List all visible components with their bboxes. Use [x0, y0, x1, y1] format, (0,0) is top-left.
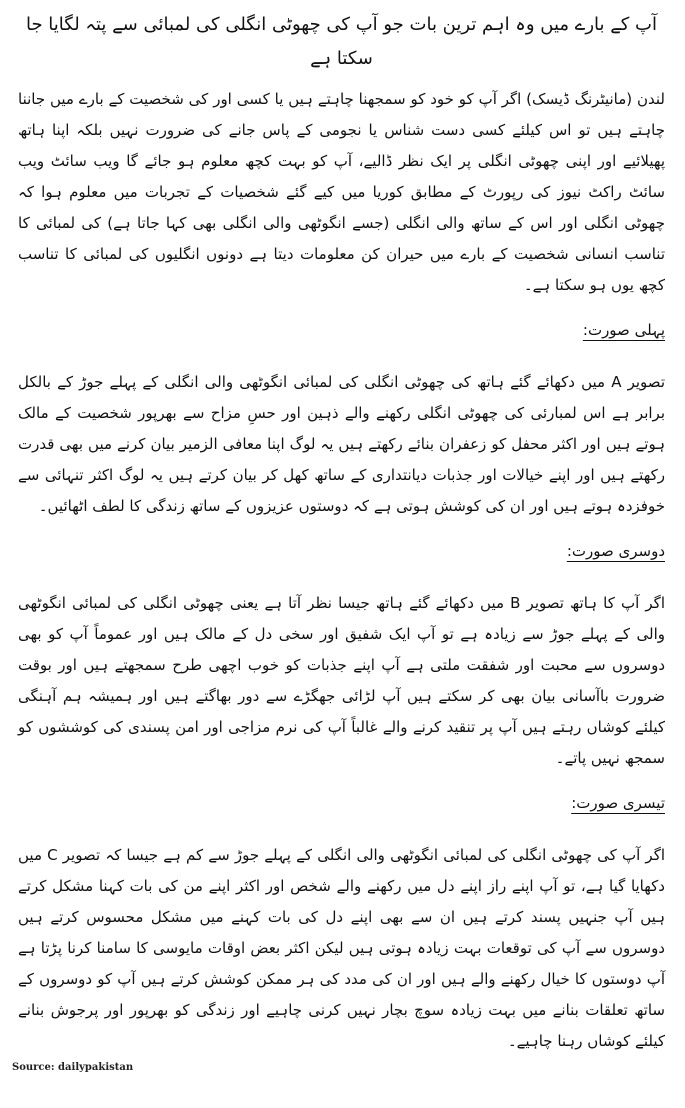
- section-heading-first: پہلی صورت:: [582, 321, 665, 339]
- intro-paragraph: لندن (مانیٹرنگ ڈیسک) اگر آپ کو خود کو سمجھنا چاہتے ہیں یا کسی اور کی شخصیت کے بارے میں جاننا چاہتے ہیں تو اس کیلئے کسی دست شناس یا نجومی کے پاس جانے کی ضرورت نہیں بلکہ اپنا ہاتھ پھیلائیے اور اپنی چھوٹی انگلی پر ایک نظر ڈالیے، آپ کو بہت کچھ معلوم ہو جائے گا ویب سائٹ ویب سائٹ راکٹ نیوز کی رپورٹ کے مطابق کوریا میں کیے گئے شخصیات کے تجربات میں معلوم ہوا کہ چھوٹی انگلی اور اس کے ساتھ والی انگلی (جسے انگوٹھی والی انگلی بھی کہا جاتا ہے) کی لمبائی کا تناسب انسانی شخصیت کے بارے میں حیران کن معلومات دیتا ہے دونوں انگلیوں کی لمبائی کا تناسب کچھ یوں ہو سکتا ہے۔: [18, 90, 665, 294]
- source-credit: Source: dailypakistan: [12, 1062, 134, 1073]
- section-body-second: اگر آپ کا ہاتھ تصویر B میں دکھائے گئے ہاتھ جیسا نظر آتا ہے یعنی چھوٹی انگلی کی لمبائی انگوٹھی والی کے پہلے جوڑ سے زیادہ ہے تو آپ ایک شفیق اور سخی دل کے مالک ہیں اور عموماً آپ کو بھی دوسروں سے محبت اور شفقت ملتی ہے آپ اپنے جذبات کو خوب اچھی طرح سمجھتے ہیں اور بوقت ضرورت باآسانی بیان بھی کر سکتے ہیں آپ لڑائی جھگڑے سے دور بھاگتے ہیں اور ہمیشہ ہم آہنگی کیلئے کوشاں رہتے ہیں آپ پر تنقید کرنے والے غالباً آپ کی نرم مزاجی اور امن پسندی کی کوششوں کو سمجھ نہیں پاتے۔: [18, 594, 665, 767]
- section-heading-second: دوسری صورت:: [566, 542, 665, 560]
- section-body-third: اگر آپ کی چھوٹی انگلی کی لمبائی انگوٹھی والی انگلی کے پہلے جوڑ سے کم ہے جیسا کہ تصویر C میں دکھایا گیا ہے، تو آپ اپنے راز اپنے دل میں رکھنے والے شخص اور اکثر اپنے من کی بات کہنا مشکل کرتے ہیں آپ جنہیں پسند کرتے ہیں ان سے بھی اپنے دل کی بات کہنے میں مشکل محسوس کرتے ہیں دوسروں سے آپ کی توقعات بہت زیادہ ہوتی ہیں لیکن اکثر بعض اوقات مایوسی کا سامنا کرنا پڑتا ہے آپ دوستوں کا خیال رکھنے والے ہیں اور ان کی مدد کی ہر ممکن کوشش کرتے ہیں آپ کو دوسروں کے ساتھ تعلقات بنانے میں بہت زیادہ سوچ بچار نہیں کرنی چاہیے اور زندگی کو بھرپور اور پرجوش بنانے کیلئے کوشاں رہنا چاہیے۔: [18, 846, 666, 1050]
- section-heading-third: تیسری صورت:: [571, 794, 665, 812]
- article-headline: آپ کے بارے میں وہ اہم ترین بات جو آپ کی چھوٹی انگلی کی لمبائی سے پتہ لگایا جا سکتا ہے: [25, 14, 658, 69]
- section-body-first: تصویر A میں دکھائے گئے ہاتھ کی چھوٹی انگلی کی لمبائی انگوٹھی والی انگلی کے پہلے جوڑ کے بالکل برابر ہے اس لمبارئی کی چھوٹی انگلی رکھنے والے ذہین اور حسِ مزاح سے بھرپور شخصیت کے مالک ہوتے ہیں اور اکثر محفل کو زعفران بنائے رکھتے ہیں یہ لوگ اپنا معافی الزمیر بیان کرنے میں بھی قدرت رکھتے ہیں اور اپنے خیالات اور جذبات دیانتداری کے ساتھ کھل کر بیان کرتے ہیں یہ لوگ اکثر تنہائی سے خوفزدہ ہوتے ہیں اور ان کی کوشش ہوتی ہے کہ دوستوں عزیزوں کے ساتھ زندگی کا لطف اٹھائیں۔: [18, 373, 665, 515]
